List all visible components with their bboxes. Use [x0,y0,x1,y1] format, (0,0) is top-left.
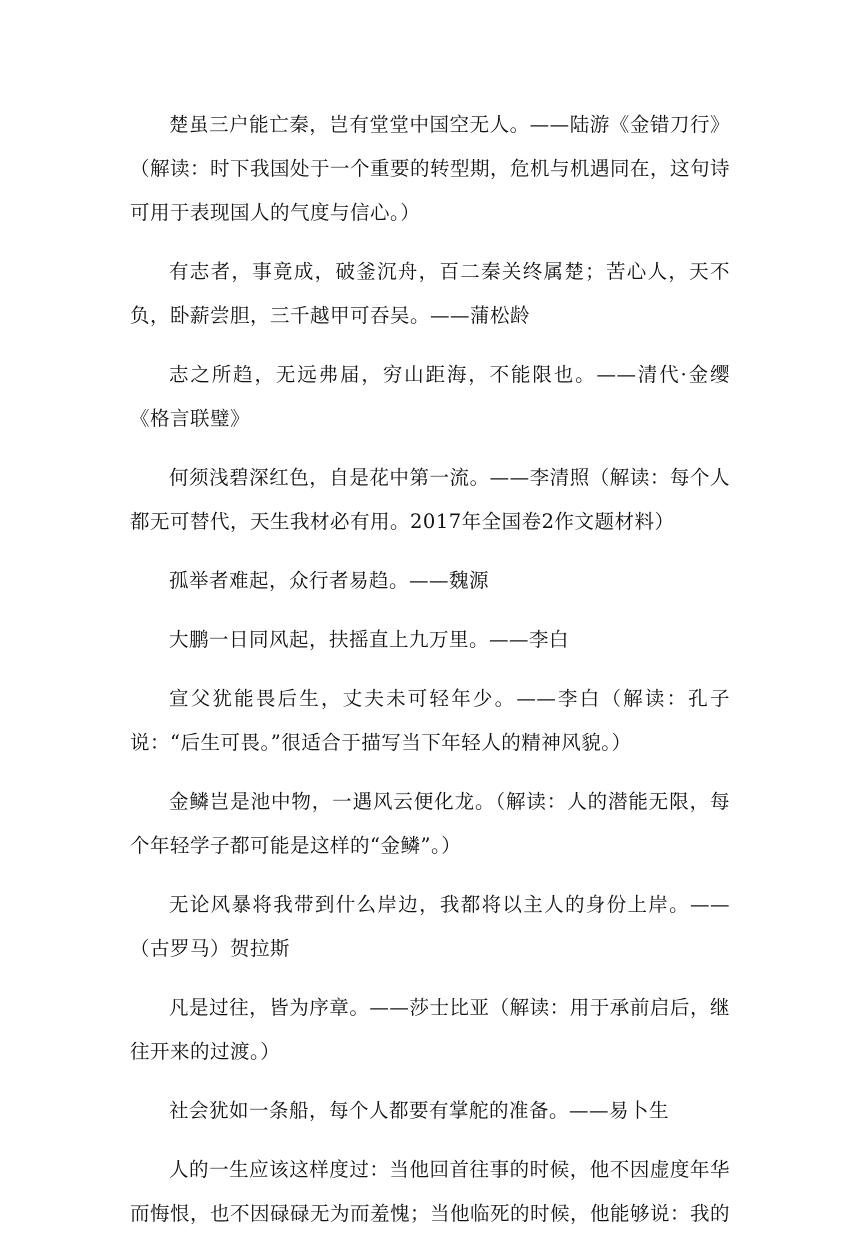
paragraph-7: 宣父犹能畏后生，丈夫未可轻年少。——李白（解读：孔子说：“后生可畏。”很适合于描写当下年轻人的精神风貌。） [130,687,730,754]
paragraph-10: 凡是过往，皆为序章。——莎士比亚（解读：用于承前启后，继往开来的过渡。） [130,996,730,1063]
paragraph-11: 社会犹如一条船，每个人都要有掌舵的准备。——易卜生 [169,1099,670,1122]
paragraph-3: 志之所趋，无远弗届，穷山距海，不能限也。——清代·金缨《格言联璧》 [130,363,730,430]
paragraph-1: 楚虽三户能亡秦，岂有堂堂中国空无人。——陆游《金错刀行》（解读：时下我国处于一个重要的转型期，危机与机遇同在，这句诗可用于表现国人的气度与信心。） [130,113,731,224]
paragraph-2: 有志者，事竟成，破釜沉舟，百二秦关终属楚；苦心人，天不负，卧薪尝胆，三千越甲可吞吴。——蒲松龄 [130,260,730,327]
paragraph-6: 大鹏一日同风起，扶摇直上九万里。——李白 [169,628,570,651]
paragraph-4: 何须浅碧深红色，自是花中第一流。——李清照（解读：每个人都无可替代，天生我材必有用。2017年全国卷2作文题材料） [130,466,730,533]
paragraph-8: 金鳞岂是池中物，一遇风云便化龙。（解读：人的潜能无限，每个年轻学子都可能是这样的“金鳞”。） [130,790,730,857]
paragraph-12: 人的一生应该这样度过：当他回首往事的时候，他不因虚度年华而悔恨，也不因碌碌无为而羞愧；当他临死的时候，他能够说：我的 [130,1158,731,1225]
document-body [130,103,730,1236]
paragraph-9: 无论风暴将我带到什么岸边，我都将以主人的身份上岸。——（古罗马）贺拉斯 [130,893,730,960]
paragraph-5: 孤举者难起，众行者易趋。——魏源 [169,569,490,592]
